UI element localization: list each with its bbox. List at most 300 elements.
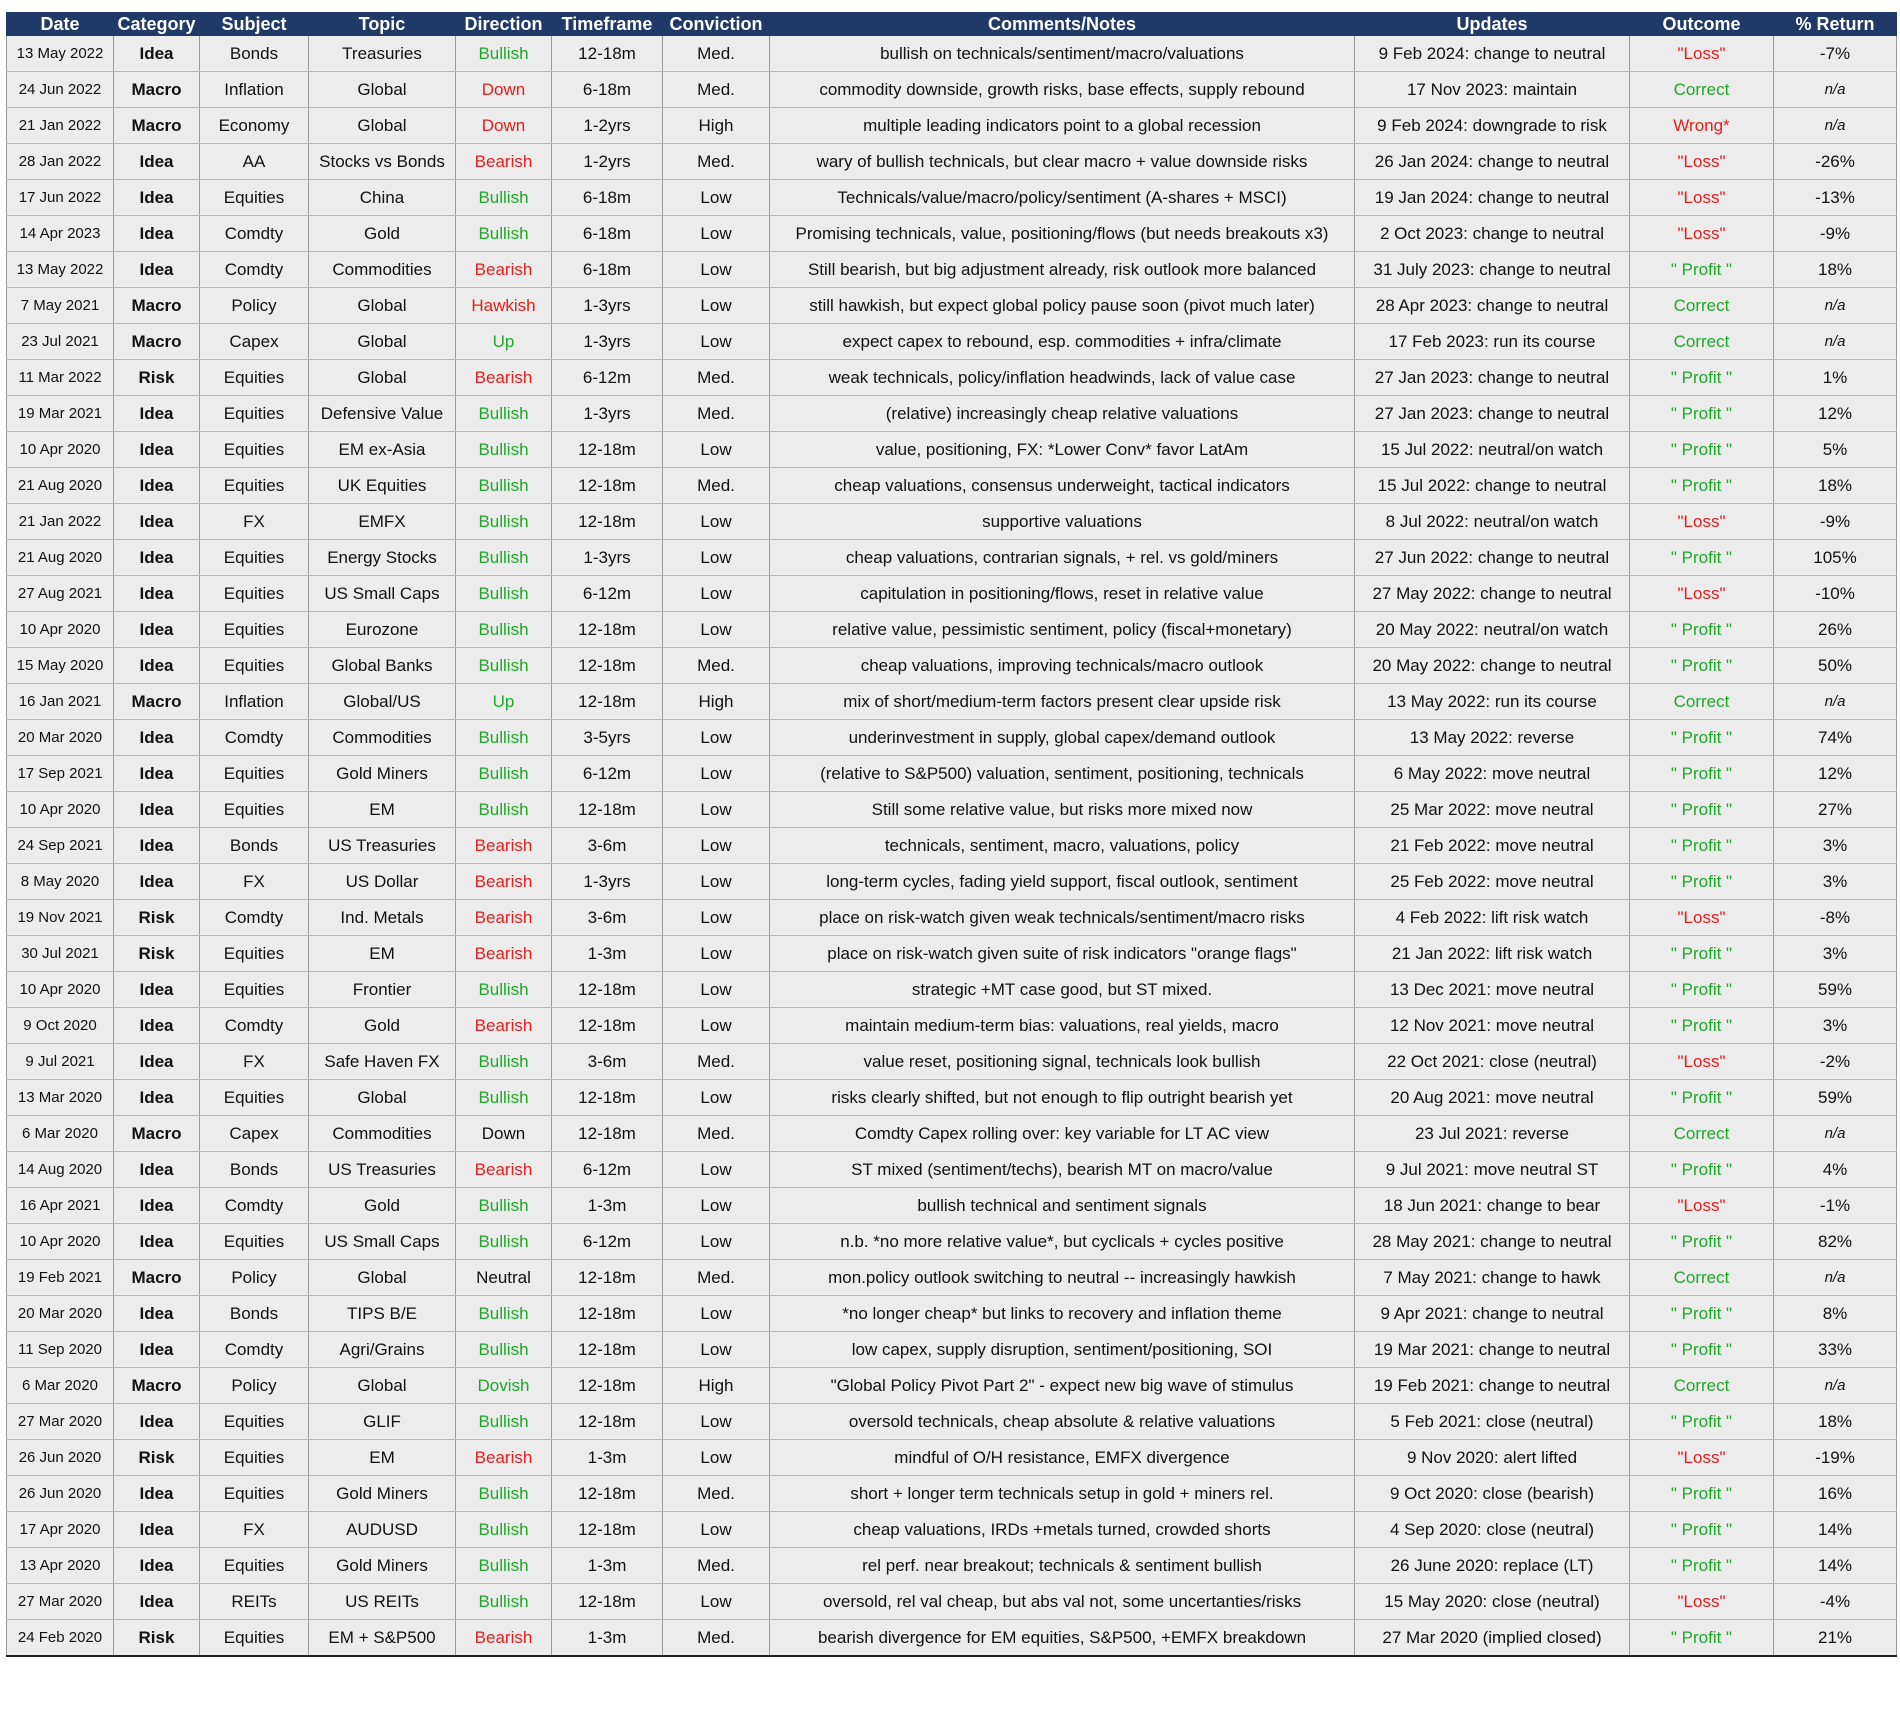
table-row: [7, 144, 1897, 180]
category-cell: Idea: [114, 432, 200, 468]
date-cell: 21 Aug 2020: [7, 540, 114, 576]
track-record-table-container: [6, 12, 1896, 1657]
comments-cell: technicals, sentiment, macro, valuations, policy: [770, 828, 1355, 864]
direction-cell: Neutral: [456, 1260, 552, 1296]
conviction-cell: Low: [663, 1296, 770, 1332]
direction-cell: Bearish: [456, 1008, 552, 1044]
comments-cell: long-term cycles, fading yield support, fiscal outlook, sentiment: [770, 864, 1355, 900]
date-cell: 20 Mar 2020: [7, 1296, 114, 1332]
return-cell: 18%: [1774, 468, 1897, 504]
topic-cell: EM: [309, 792, 456, 828]
category-cell: Idea: [114, 1296, 200, 1332]
outcome-cell: " Profit ": [1630, 432, 1774, 468]
category-cell: Macro: [114, 108, 200, 144]
direction-cell: Bullish: [456, 576, 552, 612]
table-row: [7, 360, 1897, 396]
conviction-cell: Low: [663, 972, 770, 1008]
date-cell: 20 Mar 2020: [7, 720, 114, 756]
updates-cell: 13 May 2022: run its course: [1355, 684, 1630, 720]
topic-cell: US Small Caps: [309, 1224, 456, 1260]
conviction-cell: Low: [663, 612, 770, 648]
comments-cell: bearish divergence for EM equities, S&P500, +EMFX breakdown: [770, 1620, 1355, 1657]
updates-cell: 21 Feb 2022: move neutral: [1355, 828, 1630, 864]
column-header-subject: Subject: [200, 13, 309, 36]
outcome-cell: " Profit ": [1630, 1080, 1774, 1116]
conviction-cell: Med.: [663, 1260, 770, 1296]
topic-cell: Global: [309, 108, 456, 144]
outcome-cell: Correct: [1630, 1368, 1774, 1404]
updates-cell: 9 Nov 2020: alert lifted: [1355, 1440, 1630, 1476]
timeframe-cell: 12-18m: [552, 1116, 663, 1152]
table-row: [7, 216, 1897, 252]
conviction-cell: Low: [663, 1188, 770, 1224]
outcome-cell: " Profit ": [1630, 612, 1774, 648]
timeframe-cell: 12-18m: [552, 1296, 663, 1332]
category-cell: Idea: [114, 1188, 200, 1224]
table-row: [7, 1332, 1897, 1368]
subject-cell: Comdty: [200, 252, 309, 288]
outcome-cell: "Loss": [1630, 504, 1774, 540]
return-cell: -4%: [1774, 1584, 1897, 1620]
direction-cell: Up: [456, 684, 552, 720]
date-cell: 14 Apr 2023: [7, 216, 114, 252]
category-cell: Idea: [114, 144, 200, 180]
subject-cell: Equities: [200, 396, 309, 432]
category-cell: Idea: [114, 864, 200, 900]
date-cell: 15 May 2020: [7, 648, 114, 684]
subject-cell: Equities: [200, 360, 309, 396]
outcome-cell: " Profit ": [1630, 1008, 1774, 1044]
category-cell: Idea: [114, 216, 200, 252]
table-row: [7, 1476, 1897, 1512]
column-header-conviction: Conviction: [663, 13, 770, 36]
comments-cell: multiple leading indicators point to a global recession: [770, 108, 1355, 144]
date-cell: 16 Jan 2021: [7, 684, 114, 720]
table-row: [7, 1080, 1897, 1116]
conviction-cell: Med.: [663, 648, 770, 684]
subject-cell: Policy: [200, 1368, 309, 1404]
date-cell: 14 Aug 2020: [7, 1152, 114, 1188]
return-cell: 14%: [1774, 1548, 1897, 1584]
topic-cell: EM + S&P500: [309, 1620, 456, 1657]
category-cell: Idea: [114, 1476, 200, 1512]
return-cell: -13%: [1774, 180, 1897, 216]
outcome-cell: " Profit ": [1630, 1152, 1774, 1188]
conviction-cell: High: [663, 684, 770, 720]
timeframe-cell: 12-18m: [552, 972, 663, 1008]
return-cell: 12%: [1774, 756, 1897, 792]
table-row: [7, 72, 1897, 108]
updates-cell: 26 June 2020: replace (LT): [1355, 1548, 1630, 1584]
table-row: [7, 108, 1897, 144]
category-cell: Idea: [114, 972, 200, 1008]
return-cell: 3%: [1774, 1008, 1897, 1044]
table-row: [7, 648, 1897, 684]
table-row: [7, 468, 1897, 504]
date-cell: 9 Jul 2021: [7, 1044, 114, 1080]
timeframe-cell: 12-18m: [552, 1512, 663, 1548]
updates-cell: 27 Jun 2022: change to neutral: [1355, 540, 1630, 576]
updates-cell: 9 Apr 2021: change to neutral: [1355, 1296, 1630, 1332]
updates-cell: 8 Jul 2022: neutral/on watch: [1355, 504, 1630, 540]
category-cell: Idea: [114, 1224, 200, 1260]
category-cell: Idea: [114, 612, 200, 648]
updates-cell: 6 May 2022: move neutral: [1355, 756, 1630, 792]
topic-cell: US Treasuries: [309, 1152, 456, 1188]
outcome-cell: Correct: [1630, 684, 1774, 720]
date-cell: 30 Jul 2021: [7, 936, 114, 972]
timeframe-cell: 1-3yrs: [552, 288, 663, 324]
return-cell: -9%: [1774, 504, 1897, 540]
conviction-cell: Low: [663, 864, 770, 900]
return-cell: -10%: [1774, 576, 1897, 612]
timeframe-cell: 3-6m: [552, 1044, 663, 1080]
updates-cell: 23 Jul 2021: reverse: [1355, 1116, 1630, 1152]
date-cell: 26 Jun 2020: [7, 1476, 114, 1512]
column-header-direction: Direction: [456, 13, 552, 36]
topic-cell: Gold: [309, 1188, 456, 1224]
category-cell: Idea: [114, 1404, 200, 1440]
date-cell: 13 May 2022: [7, 36, 114, 72]
table-row: [7, 1440, 1897, 1476]
date-cell: 10 Apr 2020: [7, 792, 114, 828]
table-row: [7, 612, 1897, 648]
return-cell: 3%: [1774, 864, 1897, 900]
direction-cell: Bullish: [456, 396, 552, 432]
conviction-cell: High: [663, 108, 770, 144]
table-row: [7, 1116, 1897, 1152]
direction-cell: Dovish: [456, 1368, 552, 1404]
table-row: [7, 720, 1897, 756]
direction-cell: Bullish: [456, 1332, 552, 1368]
table-row: [7, 756, 1897, 792]
direction-cell: Bearish: [456, 900, 552, 936]
updates-cell: 9 Feb 2024: change to neutral: [1355, 36, 1630, 72]
comments-cell: short + longer term technicals setup in gold + miners rel.: [770, 1476, 1355, 1512]
direction-cell: Bullish: [456, 1404, 552, 1440]
date-cell: 7 May 2021: [7, 288, 114, 324]
subject-cell: Bonds: [200, 1296, 309, 1332]
subject-cell: FX: [200, 1512, 309, 1548]
subject-cell: Equities: [200, 612, 309, 648]
date-cell: 11 Sep 2020: [7, 1332, 114, 1368]
topic-cell: US REITs: [309, 1584, 456, 1620]
topic-cell: Global: [309, 72, 456, 108]
conviction-cell: Low: [663, 1152, 770, 1188]
date-cell: 9 Oct 2020: [7, 1008, 114, 1044]
conviction-cell: Low: [663, 1440, 770, 1476]
topic-cell: Global Banks: [309, 648, 456, 684]
topic-cell: Frontier: [309, 972, 456, 1008]
return-cell: 4%: [1774, 1152, 1897, 1188]
outcome-cell: " Profit ": [1630, 1620, 1774, 1657]
timeframe-cell: 1-2yrs: [552, 144, 663, 180]
topic-cell: US Small Caps: [309, 576, 456, 612]
outcome-cell: " Profit ": [1630, 1476, 1774, 1512]
subject-cell: REITs: [200, 1584, 309, 1620]
category-cell: Risk: [114, 360, 200, 396]
comments-cell: (relative to S&P500) valuation, sentiment, positioning, technicals: [770, 756, 1355, 792]
direction-cell: Bearish: [456, 936, 552, 972]
date-cell: 27 Aug 2021: [7, 576, 114, 612]
column-header-comments-notes: Comments/Notes: [770, 13, 1355, 36]
comments-cell: Still bearish, but big adjustment already, risk outlook more balanced: [770, 252, 1355, 288]
conviction-cell: Low: [663, 216, 770, 252]
direction-cell: Bullish: [456, 756, 552, 792]
conviction-cell: Low: [663, 576, 770, 612]
timeframe-cell: 6-18m: [552, 180, 663, 216]
return-cell: 3%: [1774, 828, 1897, 864]
return-cell: 5%: [1774, 432, 1897, 468]
comments-cell: mon.policy outlook switching to neutral -- increasingly hawkish: [770, 1260, 1355, 1296]
return-cell: 8%: [1774, 1296, 1897, 1332]
outcome-cell: " Profit ": [1630, 936, 1774, 972]
direction-cell: Down: [456, 72, 552, 108]
comments-cell: Still some relative value, but risks more mixed now: [770, 792, 1355, 828]
subject-cell: Bonds: [200, 36, 309, 72]
updates-cell: 20 May 2022: neutral/on watch: [1355, 612, 1630, 648]
date-cell: 13 Apr 2020: [7, 1548, 114, 1584]
table-row: [7, 1512, 1897, 1548]
comments-cell: Promising technicals, value, positioning/flows (but needs breakouts x3): [770, 216, 1355, 252]
subject-cell: Equities: [200, 1620, 309, 1657]
return-cell: 59%: [1774, 1080, 1897, 1116]
table-row: [7, 1584, 1897, 1620]
outcome-cell: Correct: [1630, 288, 1774, 324]
table-row: [7, 576, 1897, 612]
date-cell: 26 Jun 2020: [7, 1440, 114, 1476]
table-row: [7, 540, 1897, 576]
subject-cell: Equities: [200, 180, 309, 216]
conviction-cell: Med.: [663, 36, 770, 72]
topic-cell: Treasuries: [309, 36, 456, 72]
updates-cell: 25 Feb 2022: move neutral: [1355, 864, 1630, 900]
updates-cell: 4 Feb 2022: lift risk watch: [1355, 900, 1630, 936]
return-cell: n/a: [1774, 1368, 1897, 1404]
column-header-updates: Updates: [1355, 13, 1630, 36]
conviction-cell: Low: [663, 324, 770, 360]
conviction-cell: Low: [663, 1404, 770, 1440]
subject-cell: Equities: [200, 1224, 309, 1260]
table-row: [7, 1368, 1897, 1404]
subject-cell: Inflation: [200, 684, 309, 720]
category-cell: Idea: [114, 1548, 200, 1584]
subject-cell: Comdty: [200, 1008, 309, 1044]
timeframe-cell: 12-18m: [552, 1080, 663, 1116]
timeframe-cell: 12-18m: [552, 1404, 663, 1440]
comments-cell: commodity downside, growth risks, base effects, supply rebound: [770, 72, 1355, 108]
table-row: [7, 504, 1897, 540]
category-cell: Idea: [114, 648, 200, 684]
updates-cell: 20 Aug 2021: move neutral: [1355, 1080, 1630, 1116]
timeframe-cell: 3-6m: [552, 900, 663, 936]
comments-cell: bullish on technicals/sentiment/macro/valuations: [770, 36, 1355, 72]
conviction-cell: Med.: [663, 468, 770, 504]
direction-cell: Bullish: [456, 720, 552, 756]
direction-cell: Bullish: [456, 1512, 552, 1548]
timeframe-cell: 12-18m: [552, 504, 663, 540]
updates-cell: 28 May 2021: change to neutral: [1355, 1224, 1630, 1260]
direction-cell: Bearish: [456, 144, 552, 180]
direction-cell: Bearish: [456, 1152, 552, 1188]
timeframe-cell: 1-3m: [552, 1548, 663, 1584]
updates-cell: 27 May 2022: change to neutral: [1355, 576, 1630, 612]
comments-cell: underinvestment in supply, global capex/demand outlook: [770, 720, 1355, 756]
subject-cell: Comdty: [200, 1332, 309, 1368]
date-cell: 13 May 2022: [7, 252, 114, 288]
outcome-cell: " Profit ": [1630, 1332, 1774, 1368]
timeframe-cell: 1-2yrs: [552, 108, 663, 144]
timeframe-cell: 6-12m: [552, 360, 663, 396]
comments-cell: risks clearly shifted, but not enough to flip outright bearish yet: [770, 1080, 1355, 1116]
topic-cell: Ind. Metals: [309, 900, 456, 936]
updates-cell: 15 Jul 2022: neutral/on watch: [1355, 432, 1630, 468]
date-cell: 10 Apr 2020: [7, 1224, 114, 1260]
conviction-cell: Low: [663, 432, 770, 468]
timeframe-cell: 12-18m: [552, 648, 663, 684]
category-cell: Idea: [114, 1584, 200, 1620]
updates-cell: 27 Mar 2020 (implied closed): [1355, 1620, 1630, 1657]
outcome-cell: "Loss": [1630, 576, 1774, 612]
table-row: [7, 1296, 1897, 1332]
comments-cell: cheap valuations, IRDs +metals turned, crowded shorts: [770, 1512, 1355, 1548]
subject-cell: Equities: [200, 1548, 309, 1584]
conviction-cell: Med.: [663, 396, 770, 432]
subject-cell: Equities: [200, 756, 309, 792]
return-cell: -7%: [1774, 36, 1897, 72]
timeframe-cell: 12-18m: [552, 684, 663, 720]
conviction-cell: Low: [663, 1224, 770, 1260]
return-cell: 33%: [1774, 1332, 1897, 1368]
conviction-cell: Low: [663, 1332, 770, 1368]
comments-cell: mindful of O/H resistance, EMFX divergence: [770, 1440, 1355, 1476]
timeframe-cell: 1-3yrs: [552, 864, 663, 900]
conviction-cell: Low: [663, 900, 770, 936]
outcome-cell: " Profit ": [1630, 828, 1774, 864]
comments-cell: ST mixed (sentiment/techs), bearish MT on macro/value: [770, 1152, 1355, 1188]
return-cell: 50%: [1774, 648, 1897, 684]
timeframe-cell: 6-12m: [552, 756, 663, 792]
comments-cell: weak technicals, policy/inflation headwinds, lack of value case: [770, 360, 1355, 396]
timeframe-cell: 12-18m: [552, 432, 663, 468]
topic-cell: Global: [309, 1260, 456, 1296]
outcome-cell: " Profit ": [1630, 720, 1774, 756]
topic-cell: China: [309, 180, 456, 216]
direction-cell: Bullish: [456, 1584, 552, 1620]
return-cell: -8%: [1774, 900, 1897, 936]
topic-cell: TIPS B/E: [309, 1296, 456, 1332]
return-cell: 27%: [1774, 792, 1897, 828]
date-cell: 10 Apr 2020: [7, 612, 114, 648]
outcome-cell: "Loss": [1630, 1044, 1774, 1080]
category-cell: Idea: [114, 180, 200, 216]
conviction-cell: Low: [663, 792, 770, 828]
comments-cell: *no longer cheap* but links to recovery and inflation theme: [770, 1296, 1355, 1332]
conviction-cell: Low: [663, 756, 770, 792]
direction-cell: Bullish: [456, 432, 552, 468]
topic-cell: US Dollar: [309, 864, 456, 900]
timeframe-cell: 12-18m: [552, 1476, 663, 1512]
direction-cell: Bullish: [456, 648, 552, 684]
comments-cell: strategic +MT case good, but ST mixed.: [770, 972, 1355, 1008]
timeframe-cell: 12-18m: [552, 612, 663, 648]
category-cell: Idea: [114, 792, 200, 828]
conviction-cell: Low: [663, 720, 770, 756]
table-row: [7, 792, 1897, 828]
conviction-cell: Low: [663, 828, 770, 864]
table-row: [7, 972, 1897, 1008]
timeframe-cell: 12-18m: [552, 1584, 663, 1620]
return-cell: 59%: [1774, 972, 1897, 1008]
category-cell: Idea: [114, 36, 200, 72]
subject-cell: Equities: [200, 1404, 309, 1440]
comments-cell: supportive valuations: [770, 504, 1355, 540]
conviction-cell: Med.: [663, 144, 770, 180]
updates-cell: 17 Nov 2023: maintain: [1355, 72, 1630, 108]
conviction-cell: Low: [663, 252, 770, 288]
comments-cell: cheap valuations, consensus underweight, tactical indicators: [770, 468, 1355, 504]
category-cell: Idea: [114, 396, 200, 432]
conviction-cell: Med.: [663, 1044, 770, 1080]
outcome-cell: " Profit ": [1630, 540, 1774, 576]
comments-cell: low capex, supply disruption, sentiment/positioning, SOI: [770, 1332, 1355, 1368]
topic-cell: Global: [309, 1080, 456, 1116]
timeframe-cell: 1-3yrs: [552, 324, 663, 360]
table-row: [7, 1224, 1897, 1260]
updates-cell: 22 Oct 2021: close (neutral): [1355, 1044, 1630, 1080]
updates-cell: 19 Jan 2024: change to neutral: [1355, 180, 1630, 216]
topic-cell: Global: [309, 1368, 456, 1404]
date-cell: 6 Mar 2020: [7, 1116, 114, 1152]
category-cell: Idea: [114, 1044, 200, 1080]
topic-cell: Gold Miners: [309, 756, 456, 792]
category-cell: Idea: [114, 468, 200, 504]
date-cell: 27 Mar 2020: [7, 1584, 114, 1620]
category-cell: Idea: [114, 1152, 200, 1188]
subject-cell: Policy: [200, 1260, 309, 1296]
category-cell: Idea: [114, 252, 200, 288]
timeframe-cell: 6-12m: [552, 1224, 663, 1260]
category-cell: Idea: [114, 1080, 200, 1116]
date-cell: 24 Feb 2020: [7, 1620, 114, 1657]
return-cell: 1%: [1774, 360, 1897, 396]
comments-cell: n.b. *no more relative value*, but cyclicals + cycles positive: [770, 1224, 1355, 1260]
comments-cell: cheap valuations, contrarian signals, + rel. vs gold/miners: [770, 540, 1355, 576]
direction-cell: Bullish: [456, 468, 552, 504]
direction-cell: Bullish: [456, 792, 552, 828]
date-cell: 28 Jan 2022: [7, 144, 114, 180]
outcome-cell: " Profit ": [1630, 468, 1774, 504]
updates-cell: 2 Oct 2023: change to neutral: [1355, 216, 1630, 252]
topic-cell: Global: [309, 288, 456, 324]
comments-cell: cheap valuations, improving technicals/macro outlook: [770, 648, 1355, 684]
table-row: [7, 324, 1897, 360]
column-header-percent-return: % Return: [1774, 13, 1897, 36]
comments-cell: rel perf. near breakout; technicals & sentiment bullish: [770, 1548, 1355, 1584]
updates-cell: 7 May 2021: change to hawk: [1355, 1260, 1630, 1296]
comments-cell: capitulation in positioning/flows, reset in relative value: [770, 576, 1355, 612]
table-row: [7, 828, 1897, 864]
column-header-topic: Topic: [309, 13, 456, 36]
category-cell: Macro: [114, 1116, 200, 1152]
table-row: [7, 432, 1897, 468]
comments-cell: expect capex to rebound, esp. commodities + infra/climate: [770, 324, 1355, 360]
subject-cell: Inflation: [200, 72, 309, 108]
table-row: [7, 1188, 1897, 1224]
timeframe-cell: 1-3m: [552, 1440, 663, 1476]
outcome-cell: Correct: [1630, 1260, 1774, 1296]
direction-cell: Bullish: [456, 1476, 552, 1512]
